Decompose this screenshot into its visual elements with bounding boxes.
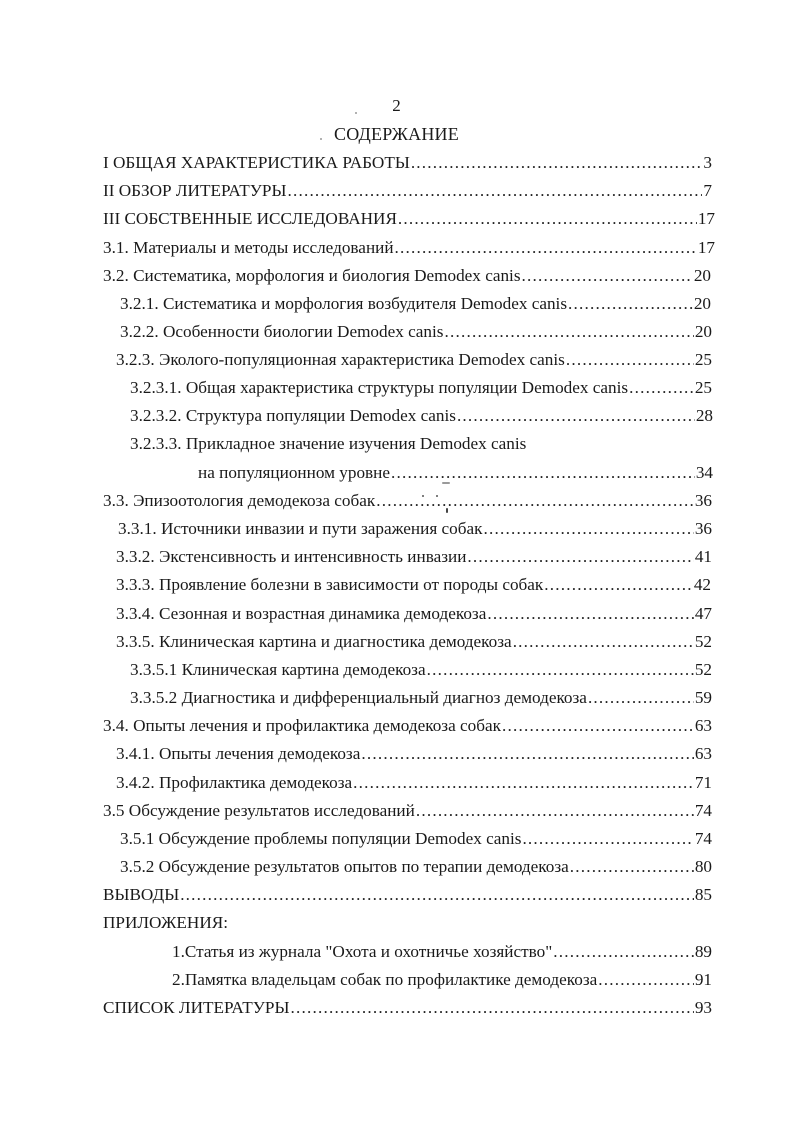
toc-entry-label: 3.2.1. Систематика и морфология возбудителя Demodex canis (120, 294, 568, 313)
scan-speck (422, 495, 424, 497)
toc-entry-page: 7 (703, 181, 712, 200)
toc-entry (172, 967, 712, 993)
toc-entry (103, 798, 712, 824)
dot-leader (457, 403, 695, 429)
dot-leader (287, 178, 702, 204)
scan-speck (446, 508, 448, 513)
dot-leader (544, 572, 693, 598)
scan-speck (320, 138, 322, 140)
dot-leader (361, 741, 693, 767)
toc-entry-page: 47 (694, 604, 712, 623)
toc-entry-page: 34 (695, 463, 713, 482)
toc-entry (116, 741, 712, 767)
toc-entry-page: 80 (694, 857, 712, 876)
toc-entry (120, 291, 711, 317)
toc-entry (172, 939, 712, 965)
toc-entry-label: II ОБЗОР ЛИТЕРАТУРЫ (103, 181, 287, 200)
toc-entry-label: 3.3.5.1 Клиническая картина демодекоза (130, 660, 426, 679)
toc-entry (130, 403, 713, 429)
toc-entry-page: 20 (693, 266, 711, 285)
toc-entry-page: 20 (693, 294, 711, 313)
toc-entry-page: 42 (693, 575, 711, 594)
toc-entry (116, 770, 712, 796)
toc-entry-label: 3.2.3.3. Прикладное значение изучения Demodex canis (130, 434, 527, 453)
dot-leader (566, 347, 694, 373)
dot-leader (568, 291, 693, 317)
toc-entry-label: ВЫВОДЫ (103, 885, 180, 904)
toc-entry (103, 263, 711, 289)
toc-entry-page: 91 (694, 970, 712, 989)
toc-entry-label: 3.3.2. Экстенсивность и интенсивность инвазии (116, 547, 467, 566)
toc-entry-page: 36 (694, 491, 712, 510)
toc-entry (116, 572, 711, 598)
toc-entry (120, 826, 712, 852)
toc-entry-page: 52 (694, 660, 712, 679)
toc-entry-label: 3.3.1. Источники инвазии и пути заражения собак (118, 519, 483, 538)
toc-entry-page: 89 (694, 942, 712, 961)
scan-speck (436, 495, 438, 497)
toc-entry (103, 910, 712, 936)
toc-entry-page: 20 (694, 322, 712, 341)
toc-entry-page: 52 (694, 632, 712, 651)
toc-entry-label: 3.2.3.2. Структура популяции Demodex canis (130, 406, 456, 425)
toc-entry (116, 544, 712, 570)
toc-entry-page: 17 (697, 209, 715, 228)
toc-entry-page: 93 (694, 998, 712, 1017)
toc-entry-page: 28 (695, 406, 713, 425)
toc-entry (103, 995, 712, 1021)
toc-entry (116, 347, 712, 373)
dot-leader (553, 939, 694, 965)
toc-entry-label: на популяционном уровне (198, 463, 390, 482)
dot-leader (376, 488, 694, 514)
toc-entry (120, 319, 712, 345)
dot-leader (444, 319, 693, 345)
toc-entry (130, 431, 713, 457)
toc-entry-label: 3.5 Обсуждение результатов исследований (103, 801, 415, 820)
toc-entry-page: 63 (694, 744, 712, 763)
dot-leader (588, 685, 694, 711)
toc-entry-page: 25 (694, 378, 712, 397)
toc-entry-label: 3.3. Эпизоотология демодекоза собак (103, 491, 376, 510)
toc-entry (103, 713, 712, 739)
toc-entry (130, 657, 712, 683)
dot-leader (290, 995, 693, 1021)
page-number: 2 (392, 96, 401, 115)
toc-entry-label: ПРИЛОЖЕНИЯ: (103, 913, 228, 932)
page-title: СОДЕРЖАНИЕ (334, 124, 459, 144)
toc-entry-label: 3.5.2 Обсуждение результатов опытов по терапии демодекоза (120, 857, 569, 876)
dot-leader (411, 150, 703, 176)
toc-entry (120, 854, 712, 880)
toc-entry-label: I ОБЩАЯ ХАРАКТЕРИСТИКА РАБОТЫ (103, 153, 410, 172)
dot-leader (353, 770, 694, 796)
toc-entry (103, 206, 715, 232)
toc-entry-label: 3.3.4. Сезонная и возрастная динамика демодекоза (116, 604, 487, 623)
toc-entry-page: 3 (703, 153, 712, 172)
toc-entry-page: 25 (694, 350, 712, 369)
toc-entry-label: 3.4.1. Опыты лечения демодекоза (116, 744, 361, 763)
dot-leader (487, 601, 693, 627)
toc-entry-label: 3.3.3. Проявление болезни в зависимости от породы собак (116, 575, 544, 594)
toc-entry-label: 3.2.2. Особенности биологии Demodex canis (120, 322, 444, 341)
dot-leader (598, 967, 694, 993)
toc-entry-page: 71 (694, 773, 712, 792)
toc-entry-page: 59 (694, 688, 712, 707)
toc-entry (103, 882, 712, 908)
toc-entry-label: 3.1. Материалы и методы исследований (103, 238, 394, 257)
toc-entry-label: 3.4.2. Профилактика демодекоза (116, 773, 353, 792)
toc-entry (103, 235, 715, 261)
toc-entry-label: 3.4. Опыты лечения и профилактика демодекоза собак (103, 716, 501, 735)
toc-entry (130, 375, 712, 401)
toc-entry-page: 17 (697, 238, 715, 257)
dot-leader (467, 544, 693, 570)
dot-leader (427, 657, 694, 683)
toc-entry (116, 601, 712, 627)
dot-leader (513, 629, 694, 655)
toc-entry-label: 3.2. Систематика, морфология и биология Demodex canis (103, 266, 521, 285)
dot-leader (391, 460, 695, 486)
toc-entry-label: 3.2.3.1. Общая характеристика структуры популяции Demodex canis (130, 378, 629, 397)
toc-entry-label: 3.3.5.2 Диагностика и дифференциальный диагноз демодекоза (130, 688, 587, 707)
toc-entry (103, 488, 712, 514)
toc-entry-label: 3.2.3. Эколого-популяционная характеристика Demodex canis (116, 350, 565, 369)
dot-leader (522, 826, 693, 852)
dot-leader (416, 798, 694, 824)
toc-entry-page: 41 (694, 547, 712, 566)
dot-leader (629, 375, 694, 401)
dot-leader (180, 882, 694, 908)
toc-entry-page: 74 (694, 829, 712, 848)
toc-entry-page: 36 (694, 519, 712, 538)
toc-entry (118, 516, 712, 542)
dot-leader (395, 235, 697, 261)
toc-entry-label: III СОБСТВЕННЫЕ ИССЛЕДОВАНИЯ (103, 209, 397, 228)
dot-leader (483, 516, 693, 542)
toc-entry (103, 150, 712, 176)
scan-speck (355, 112, 357, 114)
dot-leader (398, 206, 697, 232)
toc-entry-label: 3.3.5. Клиническая картина и диагностика демодекоза (116, 632, 512, 651)
toc-entry (116, 629, 712, 655)
toc-entry-page: 85 (694, 885, 712, 904)
toc-entry-label: 1.Статья из журнала "Охота и охотничье хозяйство" (172, 942, 553, 961)
toc-entry-page: 74 (694, 801, 712, 820)
dot-leader (570, 854, 694, 880)
toc-entry-page: 63 (694, 716, 712, 735)
toc-entry-label: 2.Памятка владельцам собак по профилактике демодекоза (172, 970, 598, 989)
toc-entry (130, 685, 712, 711)
dot-leader (522, 263, 693, 289)
toc-entry-label: СПИСОК ЛИТЕРАТУРЫ (103, 998, 290, 1017)
toc-entry-label: 3.5.1 Обсуждение проблемы популяции Demodex canis (120, 829, 522, 848)
dot-leader (502, 713, 694, 739)
toc-entry (103, 178, 712, 204)
toc-entry-continuation (198, 460, 713, 486)
scan-speck (442, 482, 450, 484)
